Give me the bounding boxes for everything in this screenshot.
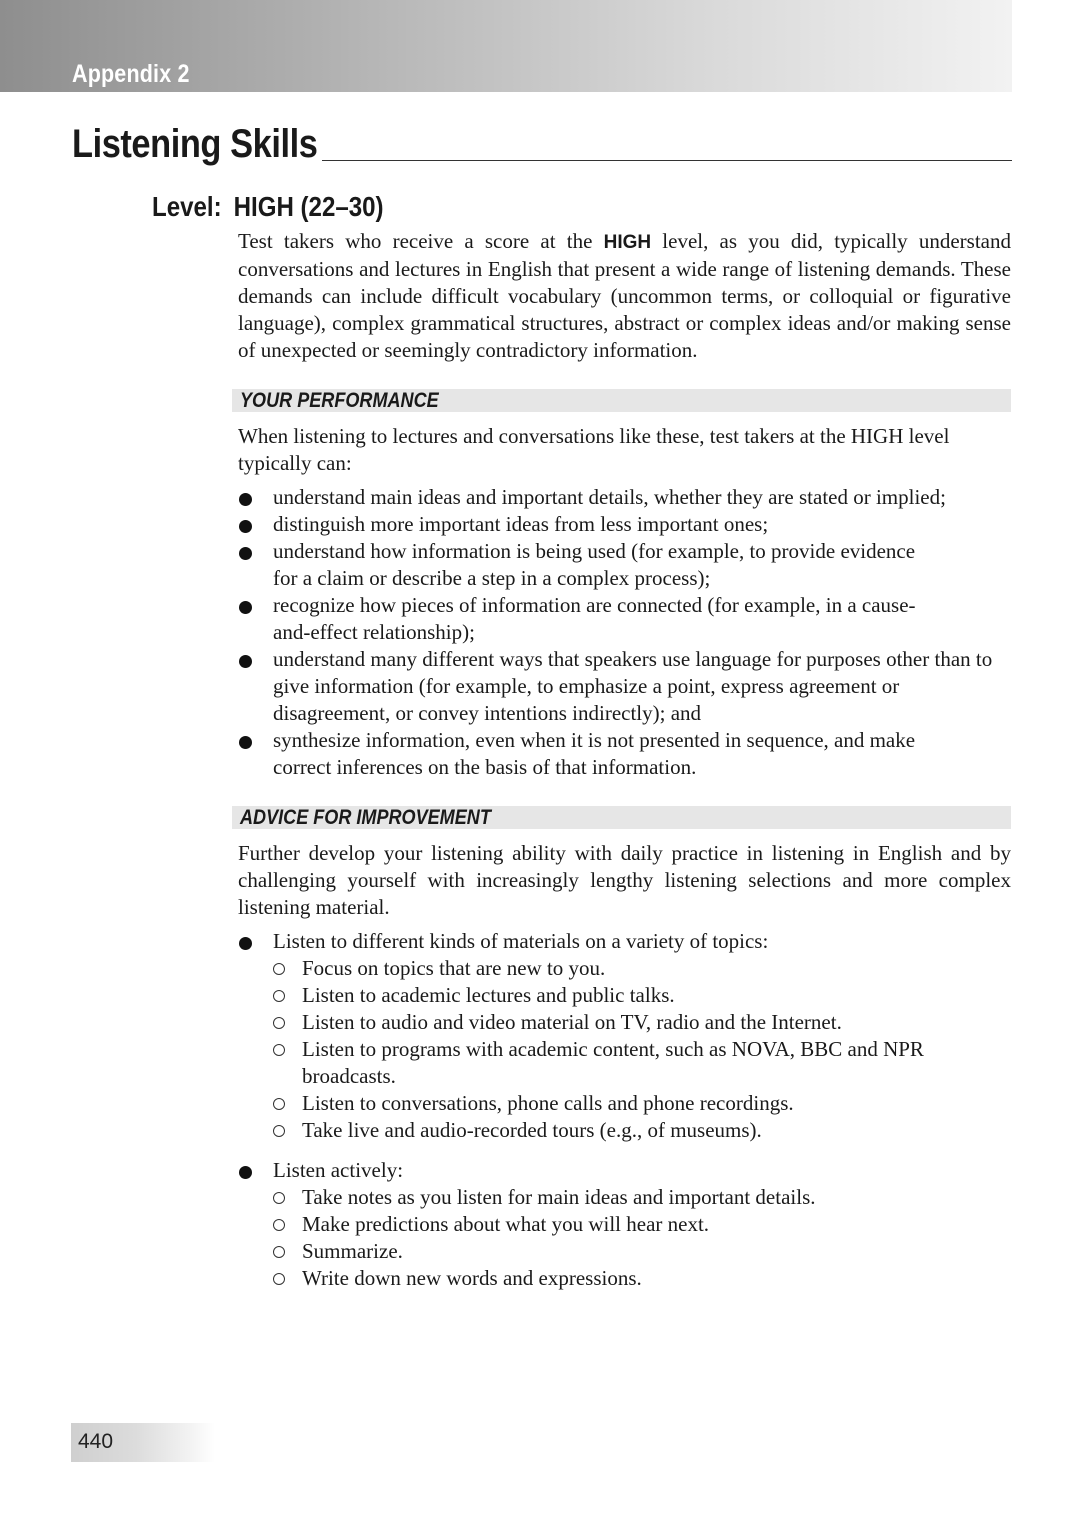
circle-bullet-icon	[273, 1017, 285, 1029]
page-number: 440	[78, 1430, 114, 1453]
list-item	[238, 928, 1011, 1144]
advice-heading-bar	[232, 806, 1011, 829]
list-item-text: understand many different ways that speakers use language for purposes other than to give information (for example, to emphasize a point, express agreement or disagreement, or convey intentions indirectly); and	[273, 647, 993, 725]
bullet-icon	[239, 736, 252, 749]
bullet-icon	[239, 655, 252, 668]
sub-list-item	[273, 1184, 1011, 1211]
sub-list-item	[273, 955, 1011, 982]
sub-list-item	[273, 1009, 1011, 1036]
intro-paragraph	[238, 228, 1011, 364]
circle-bullet-icon	[273, 1219, 285, 1231]
main-content	[238, 228, 1011, 1292]
list-item-text: synthesize information, even when it is not presented in sequence, and make correct inferences on the basis of that information.	[273, 728, 916, 779]
list-item	[238, 592, 1011, 646]
circle-bullet-icon	[273, 990, 285, 1002]
sub-list-item-text: Listen to programs with academic content, such as NOVA, BBC and NPR broadcasts.	[302, 1037, 924, 1088]
appendix-label: Appendix 2	[72, 60, 190, 88]
list-item	[238, 511, 1011, 538]
page-title: Listening Skills	[72, 122, 318, 166]
sub-list-item-text: Listen to conversations, phone calls and phone recordings.	[302, 1091, 794, 1115]
sub-list-item	[273, 1117, 1011, 1144]
intro-emphasis: HIGH	[603, 232, 652, 253]
performance-heading: YOUR PERFORMANCE	[240, 389, 439, 412]
sub-list-item	[273, 982, 1011, 1009]
level-label: Level:	[152, 191, 222, 222]
sub-list-item-text: Take live and audio-recorded tours (e.g., of museums).	[302, 1118, 762, 1142]
circle-bullet-icon	[273, 1246, 285, 1258]
circle-bullet-icon	[273, 1098, 285, 1110]
circle-bullet-icon	[273, 1125, 285, 1137]
list-item-text: understand main ideas and important details, whether they are stated or implied;	[273, 485, 946, 509]
bullet-icon	[239, 547, 252, 560]
sub-list-item-text: Listen to audio and video material on TV, radio and the Internet.	[302, 1010, 842, 1034]
advice-group-2	[238, 1157, 1011, 1292]
page-number-tab	[71, 1423, 215, 1462]
advice-lead: Further develop your listening ability with daily practice in listening in English and by challenging yourself with increasingly lengthy listening selections and more complex listening material.	[238, 841, 1011, 919]
sub-list	[273, 1184, 1011, 1292]
list-item	[238, 484, 1011, 511]
list-item	[238, 727, 1011, 781]
sub-list-item	[273, 1211, 1011, 1238]
intro-text-after: level, as you did, typically understand conversations and lectures in English that present a wide range of listening demands. These demands can include difficult vocabulary (uncommon terms, or colloquial or figurative language), complex grammatical structures, abstract or complex ideas and/or making sense of unexpected or seemingly contradictory information.	[238, 229, 1012, 362]
sub-list-item-text: Make predictions about what you will hear next.	[302, 1212, 710, 1236]
performance-lead: When listening to lectures and conversations like these, test takers at the HIGH level typically can:	[238, 424, 950, 475]
bullet-icon	[239, 1166, 252, 1179]
performance-list	[238, 484, 1011, 781]
circle-bullet-icon	[273, 963, 285, 975]
title-row	[72, 122, 1012, 166]
group-label: Listen actively:	[273, 1158, 404, 1182]
group-label: Listen to different kinds of materials on a variety of topics:	[273, 929, 769, 953]
title-rule	[322, 160, 1012, 161]
list-item	[238, 646, 1011, 727]
list-item-text: distinguish more important ideas from less important ones;	[273, 512, 769, 536]
advice-group-1	[238, 928, 1011, 1144]
bullet-icon	[239, 520, 252, 533]
list-item-text: understand how information is being used (for example, to provide evidence for a claim or describe a step in a complex process);	[273, 539, 916, 590]
bullet-icon	[239, 937, 252, 950]
bullet-icon	[239, 493, 252, 506]
level-heading	[152, 190, 384, 224]
list-item	[238, 538, 1011, 592]
performance-heading-bar	[232, 389, 1011, 412]
sub-list-item-text: Focus on topics that are new to you.	[302, 956, 606, 980]
sub-list-item-text: Write down new words and expressions.	[302, 1266, 642, 1290]
sub-list-item-text: Listen to academic lectures and public talks.	[302, 983, 675, 1007]
circle-bullet-icon	[273, 1273, 285, 1285]
sub-list-item	[273, 1265, 1011, 1292]
sub-list-item	[273, 1238, 1011, 1265]
circle-bullet-icon	[273, 1192, 285, 1204]
sub-list-item-text: Summarize.	[302, 1239, 403, 1263]
list-item	[238, 1157, 1011, 1292]
sub-list-item	[273, 1036, 1011, 1090]
sub-list-item	[273, 1090, 1011, 1117]
bullet-icon	[239, 601, 252, 614]
list-item-text: recognize how pieces of information are connected (for example, in a cause-and-effect relationship);	[273, 593, 916, 644]
intro-text-before: Test takers who receive a score at the	[238, 229, 604, 253]
level-value: HIGH (22–30)	[233, 191, 384, 222]
sub-list-item-text: Take notes as you listen for main ideas and important details.	[302, 1185, 816, 1209]
sub-list	[273, 955, 1011, 1144]
circle-bullet-icon	[273, 1044, 285, 1056]
advice-heading: ADVICE FOR IMPROVEMENT	[240, 806, 491, 829]
